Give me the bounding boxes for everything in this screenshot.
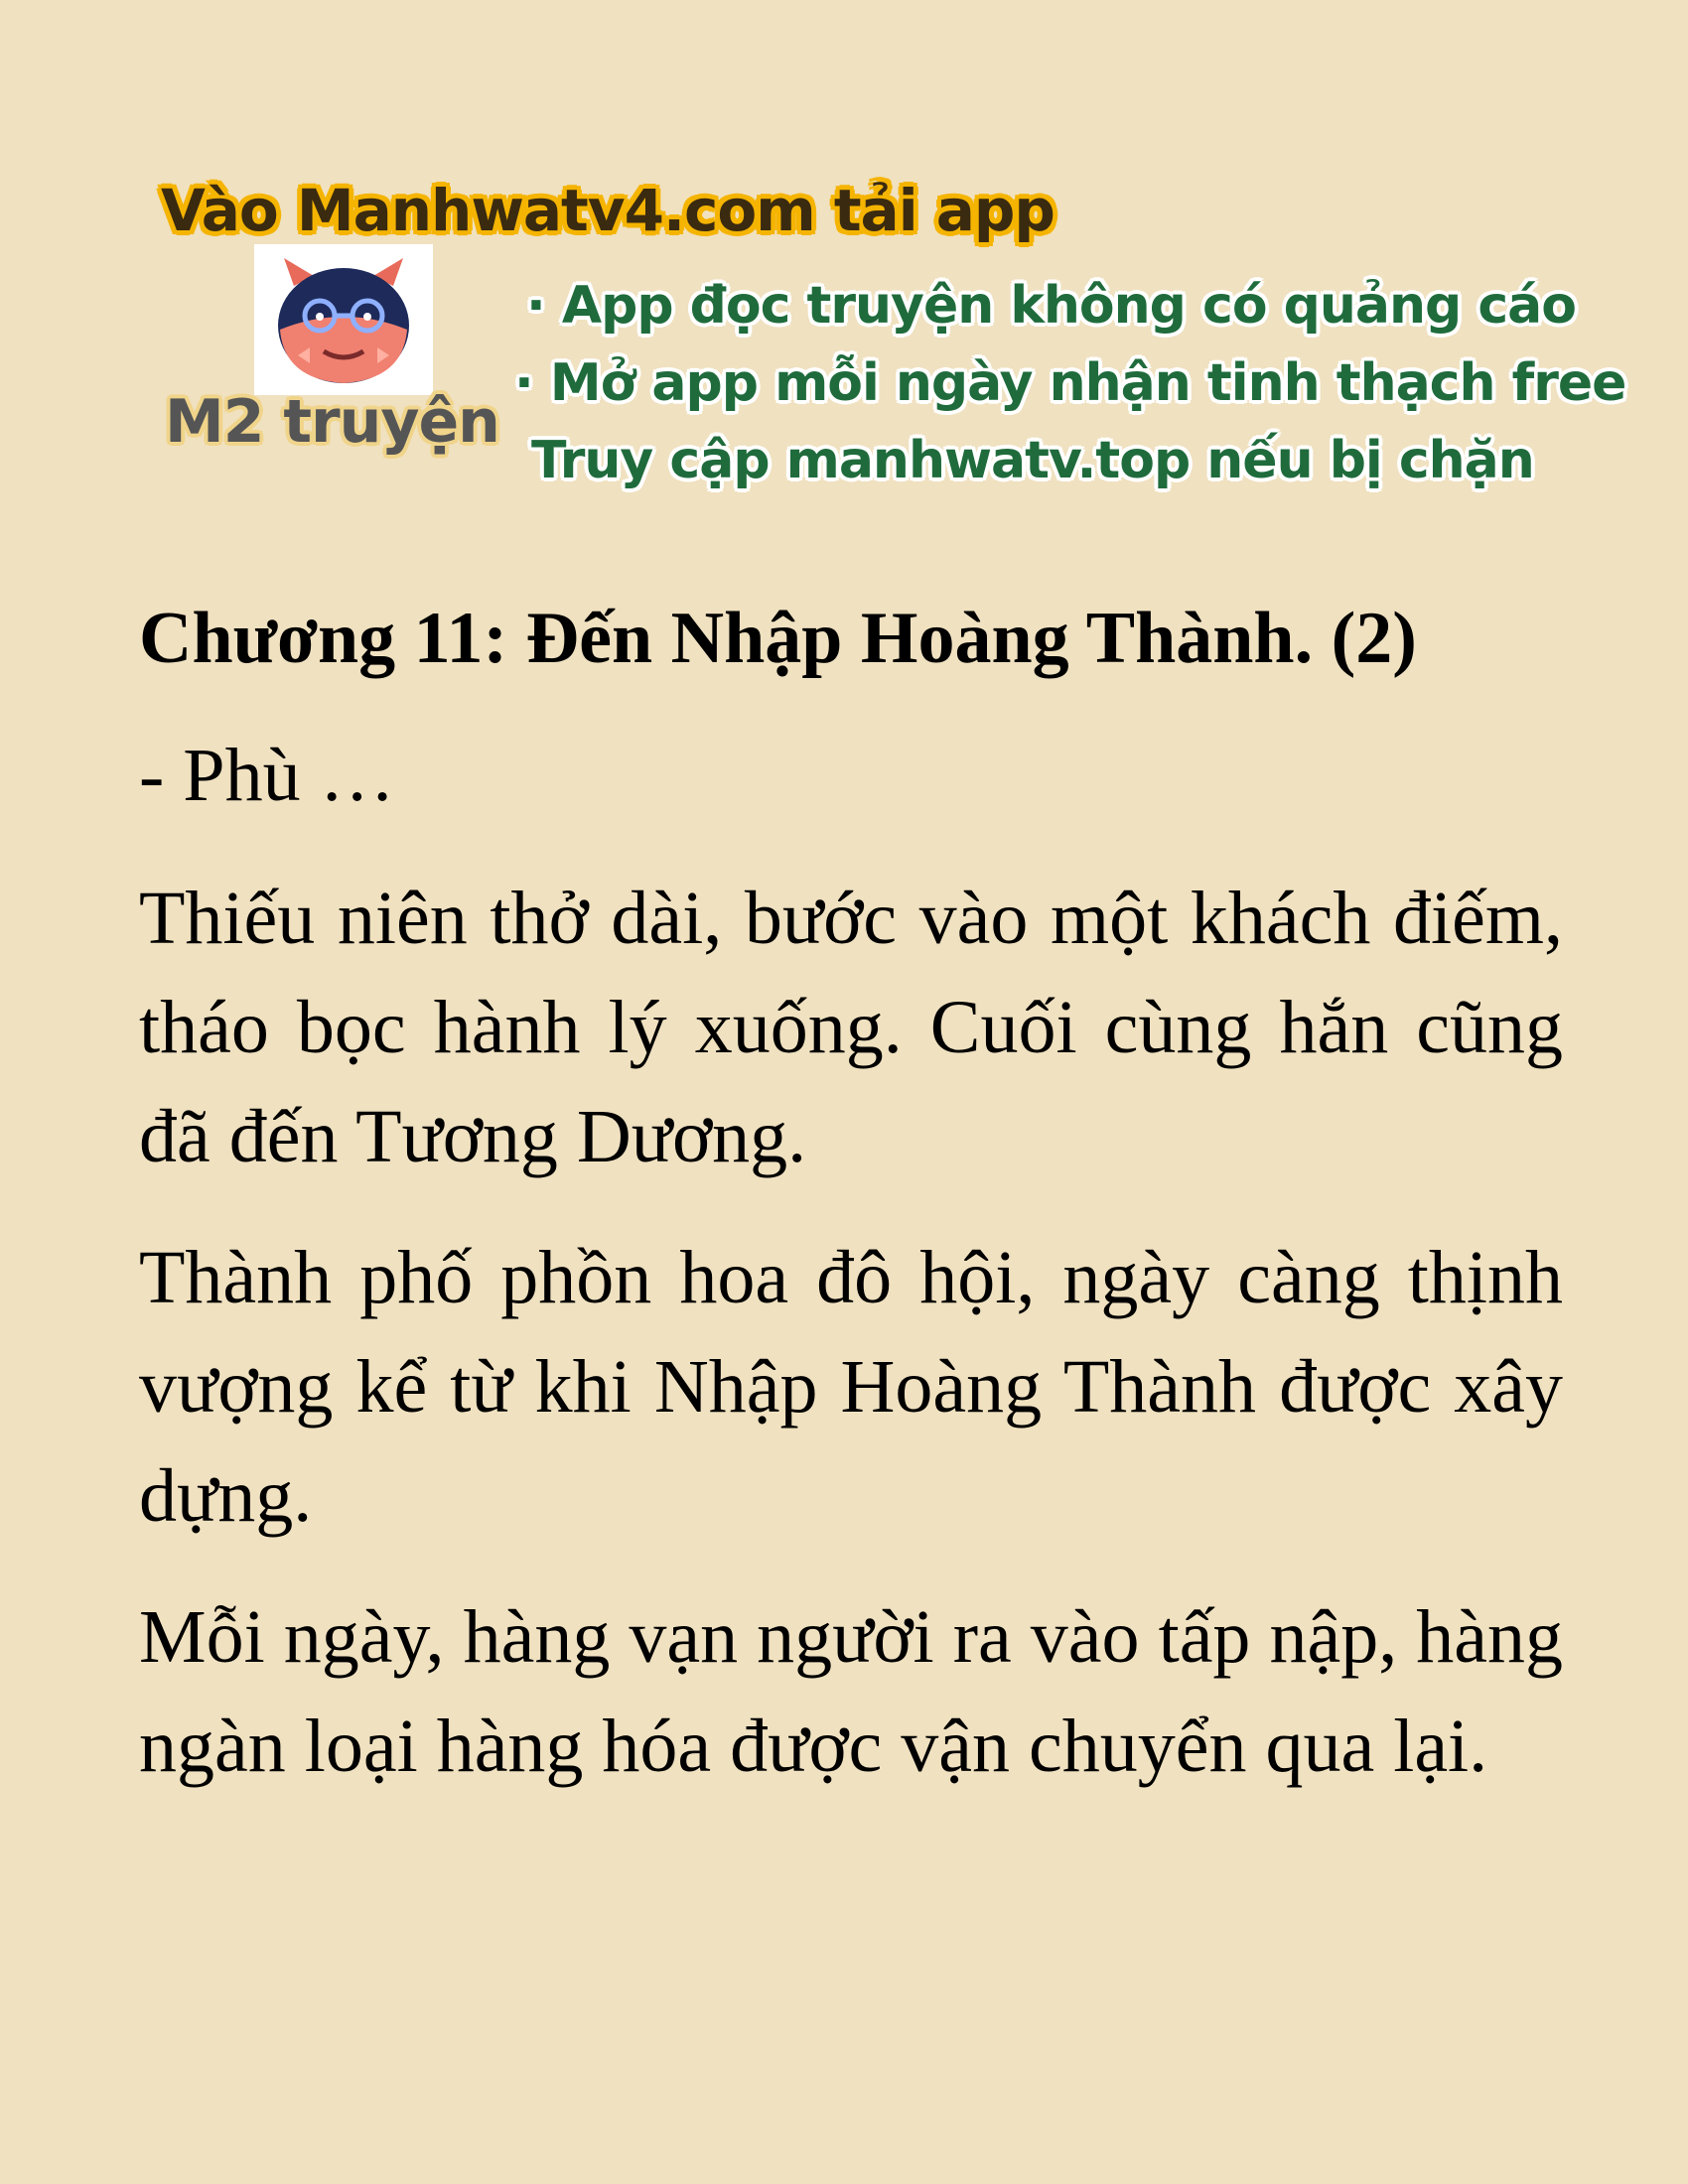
paragraph: Thiếu niên thở dài, bước vào một khách điếm, tháo bọc hành lý xuống. Cuối cùng hắn cũng đã đến Tương Dương.: [139, 877, 1563, 1178]
paragraph: - Phù …: [139, 734, 395, 817]
promo-title[interactable]: Vào Manhwatv4.com tải app: [161, 177, 1055, 244]
promo-line-mirror-site[interactable]: Truy cập manhwatv.top nếu bị chặn: [531, 431, 1534, 490]
mascot-logo-icon: [254, 244, 433, 395]
chapter-title: Chương 11: Đến Nhập Hoàng Thành. (2): [139, 598, 1417, 679]
promo-line-daily-reward: · Mở app mỗi ngày nhận tinh thạch free: [514, 353, 1626, 413]
brand-name: M2 truyện: [165, 387, 499, 457]
promo-line-no-ads: · App đọc truyện không có quảng cáo: [526, 276, 1576, 336]
paragraph: Mỗi ngày, hàng vạn người ra vào tấp nập, hàng ngàn loại hàng hóa được vận chuyển qua lại.: [139, 1595, 1563, 1788]
chapter-content: [139, 594, 1563, 1801]
paragraph: Thành phố phồn hoa đô hội, ngày càng thịnh vượng kể từ khi Nhập Hoàng Thành được xây dựng.: [139, 1236, 1563, 1538]
promo-banner: [0, 0, 1688, 516]
